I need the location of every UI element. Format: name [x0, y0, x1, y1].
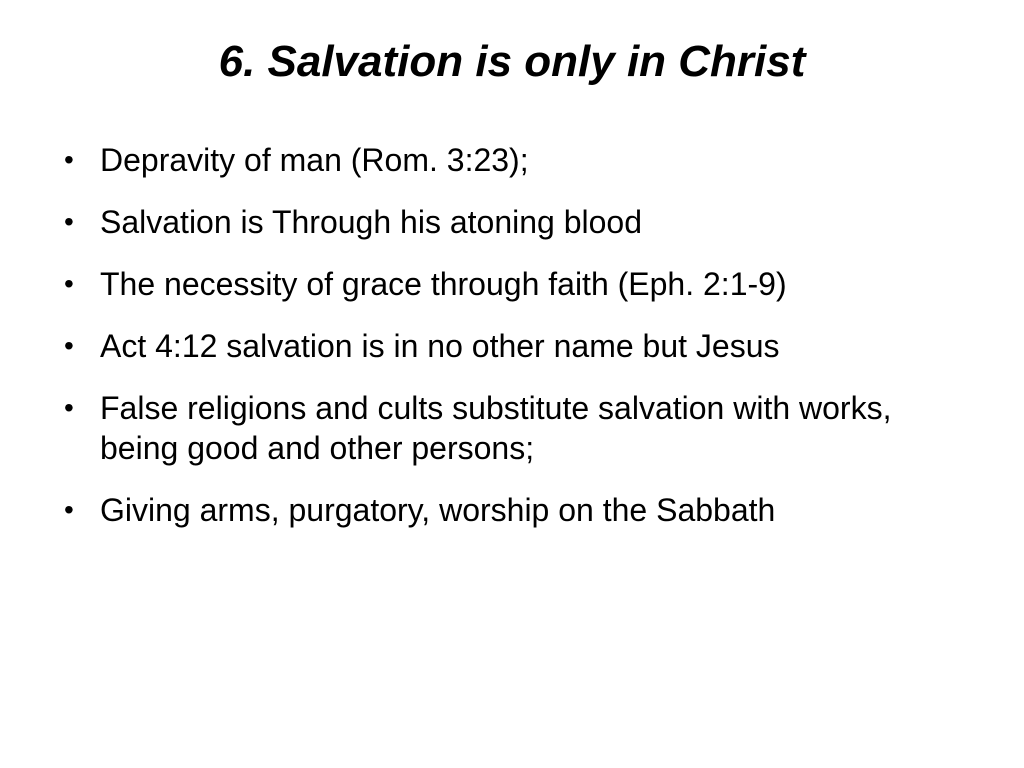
- bullet-text: The necessity of grace through faith (Eph. 2:1-9): [100, 266, 787, 302]
- bullet-marker: •: [64, 268, 74, 299]
- bullet-text: False religions and cults substitute salvation with works, being good and other persons;: [100, 390, 892, 466]
- bullet-marker: •: [64, 206, 74, 237]
- bullet-text: Act 4:12 salvation is in no other name but Jesus: [100, 328, 780, 364]
- bullet-item: [60, 388, 960, 468]
- bullet-text: Giving arms, purgatory, worship on the Sabbath: [100, 492, 776, 528]
- bullet-item: [60, 140, 960, 180]
- slide-title: 6. Salvation is only in Christ: [218, 37, 806, 86]
- bullet-item: [60, 264, 960, 304]
- bullet-text: Depravity of man (Rom. 3:23);: [100, 142, 529, 178]
- bullet-item: [60, 326, 960, 366]
- bullet-marker: •: [64, 330, 74, 361]
- bullet-item: [60, 202, 960, 242]
- bullet-item: [60, 490, 960, 530]
- bullet-marker: •: [64, 494, 74, 525]
- bullet-marker: •: [64, 144, 74, 175]
- bullet-marker: •: [64, 392, 74, 423]
- bullet-list: [60, 140, 960, 552]
- bullet-text: Salvation is Through his atoning blood: [100, 204, 642, 240]
